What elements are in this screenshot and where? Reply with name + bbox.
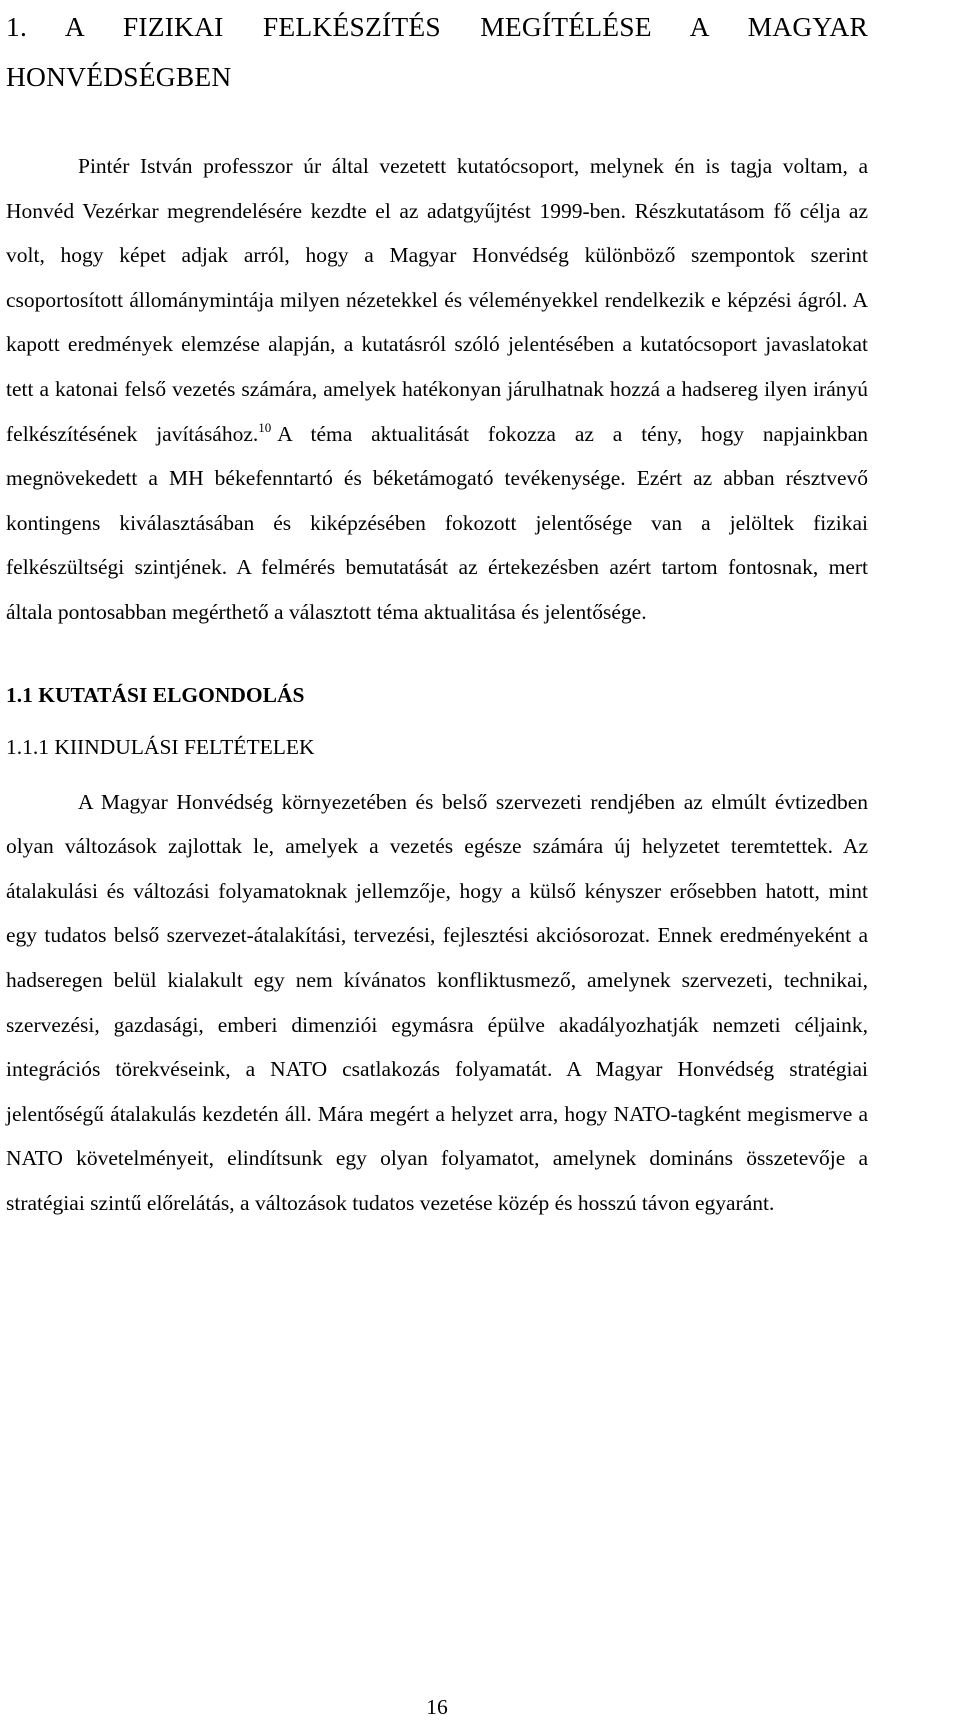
paragraph-text: Pintér István professzor úr által vezetett kutatócsoport, melynek én is tagja voltam, a Honvéd Vezérkar megrendelésére kezdte el az adatgyűjtést 1999-ben. Részkutatásom fő célja az volt, hogy képet adjak arról, hogy a Magyar Honvédség különböző szempontok szerint csoportosított állománymintája milyen nézetekkel és véleményekkel rendelkezik e képzési ágról. A kapott eredmények elemzése alapján, a kutatásról szóló jelentésében a kutatócsoport javaslatokat tett a katonai felső vezetés számára, amelyek hatékonyan járulhatnak hozzá a hadsereg ilyen irányú felkészítésének javításához. [6, 154, 868, 446]
subsection-heading: 1.1.1 KIINDULÁSI FELTÉTELEK [6, 734, 315, 759]
document-page [6, 0, 868, 1225]
body-paragraph [6, 144, 868, 635]
chapter-title: 1. A FIZIKAI FELKÉSZÍTÉS MEGÍTÉLÉSE A MAGYAR HONVÉDSÉGBEN [6, 11, 868, 92]
footnote-reference[interactable]: 10 [258, 419, 272, 435]
paragraph-text: A téma aktualitását fokozza az a tény, hogy napjainkban megnövekedett a MH békefenntartó és béketámogató tevékenysége. Ezért az abban résztvevő kontingens kiválasztásában és kiképzésében fokozott jelentősége van a jelöltek fizikai felkészültségi szintjének. A felmérés bemutatását az értekezésben azért tartom fontosnak, mert általa pontosabban megérthető a választott téma aktualitása és jelentősége. [6, 421, 869, 624]
page-number: 16 [426, 1695, 448, 1719]
section-heading: 1.1 KUTATÁSI ELGONDOLÁS [6, 682, 305, 707]
body-paragraph: A Magyar Honvédség környezetében és belső szervezeti rendjében az elmúlt évtizedben olyan változások zajlottak le, amelyek a vezetés egésze számára új helyzetet teremtettek. Az átalakulási és változási folyamatoknak jellemzője, hogy a külső kényszer erősebben hatott, mint egy tudatos belső szervezet-átalakítási, tervezési, fejlesztési akciósorozat. Ennek eredményeként a hadseregen belül kialakult egy nem kívánatos konfliktusmező, amelynek szervezeti, technikai, szervezési, gazdasági, emberi dimenziói egymásra épülve akadályozhatják nemzeti céljaink, integrációs törekvéseink, a NATO csatlakozás folyamatát. A Magyar Honvédség stratégiai jelentőségű átalakulás kezdetén áll. Mára megért a helyzet arra, hogy NATO-tagként megismerve a NATO követelményeit, elindítsunk egy olyan folyamatot, amelynek domináns összetevője a stratégiai szintű előrelátás, a változások tudatos vezetése közép és hosszú távon egyaránt. [6, 789, 868, 1215]
